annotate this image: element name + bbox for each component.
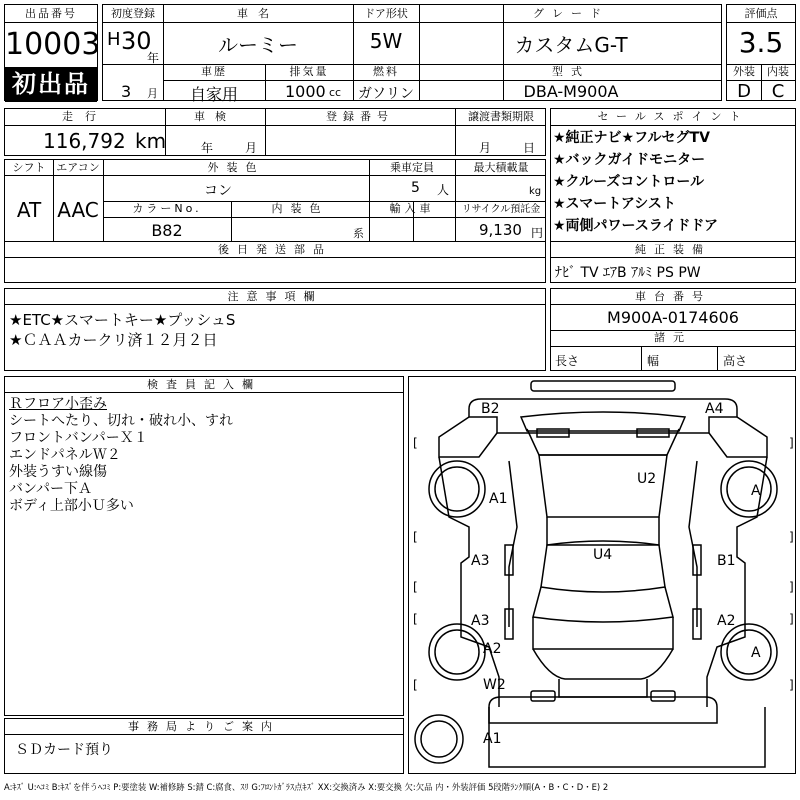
- year-unit: 年: [147, 51, 160, 65]
- sales-point-item: ★両側パワースライドドア: [553, 218, 719, 234]
- svg-text:]: ]: [789, 530, 794, 544]
- recycle-unit: 円: [531, 226, 544, 240]
- lot-number: 10003: [5, 27, 101, 62]
- legend-footer: A:ｷｽﾞ U:ﾍｺﾐ B:ｷｽﾞを伴うﾍｺﾐ P:要塗装 W:補修跡 S:錆 C:腐食、ｽﾘ G:ﾌﾛﾝﾄｶﾞﾗｽ点ｷｽﾞ XX:交換済み X:要交換 欠:欠品 内・外装評価 5段階ﾗﾝｸ順(A・B・C・D・E) 2: [4, 782, 609, 792]
- inspector-line: フロントバンパーＸ１: [9, 430, 148, 446]
- car-name-label: 車名: [237, 7, 279, 20]
- notes-label: 注意事項欄: [227, 290, 323, 303]
- fuel-label: 燃料: [373, 65, 399, 78]
- ext-color-label: 外装色: [207, 161, 265, 174]
- svg-text:]: ]: [789, 612, 794, 626]
- seats-label: 乗車定員: [390, 161, 434, 174]
- door-label: ドア形状: [364, 7, 408, 20]
- damage-code-a3-upper: A3: [471, 553, 490, 569]
- mileage-label: 走行: [62, 110, 108, 123]
- history-label: 車歴: [201, 65, 227, 78]
- mileage: 116,792: [43, 129, 126, 153]
- equipment-list: ﾅﾋﾞ TV ｴｱB ｱﾙﾐ PS PW: [555, 265, 701, 281]
- int-color-unit: 系: [353, 227, 364, 240]
- first-reg-month: 3: [121, 82, 132, 101]
- damage-code-b1: B1: [717, 553, 736, 569]
- transfer-deadline-label: 譲渡書類期限: [468, 110, 534, 123]
- notes-box: [4, 288, 546, 371]
- inspector-line: Ｒフロア小歪み: [9, 396, 107, 412]
- interior-grade: C: [771, 81, 785, 102]
- inspector-line: シートへたり、切れ・破れ小、すれ: [9, 413, 233, 429]
- damage-code-a3-lower: A3: [471, 613, 490, 629]
- damage-code-a2-left: A2: [483, 641, 502, 657]
- transfer-month-unit: 月: [479, 141, 492, 155]
- damage-diagram: [408, 376, 796, 774]
- first-reg-year: 30: [121, 27, 152, 55]
- inspection-month-unit: 月: [245, 141, 258, 155]
- transfer-day-unit: 日: [523, 141, 536, 155]
- damage-code-a-right-front: A: [751, 483, 761, 499]
- car-outline-diagram: [409, 377, 797, 775]
- inspection-label: 車検: [194, 110, 236, 123]
- displacement-unit: cc: [329, 86, 342, 99]
- chassis-box: [550, 288, 796, 371]
- office-label: 事務局よりご案内: [128, 720, 280, 733]
- model-code: DBA-M900A: [523, 82, 619, 101]
- vehicle-info-box: [102, 4, 722, 104]
- month-unit: 月: [147, 87, 158, 100]
- fuel: ガソリン: [358, 86, 414, 102]
- sales-points-label: セールスポイント: [597, 110, 749, 123]
- damage-code-a2-right: A2: [717, 613, 736, 629]
- model-label: 型式: [552, 65, 590, 78]
- svg-text:[: [: [413, 436, 418, 450]
- damage-code-b2: B2: [481, 401, 500, 417]
- seats: 5: [411, 180, 420, 196]
- exterior-label: 外装: [733, 65, 755, 78]
- svg-text:[: [: [413, 530, 418, 544]
- length-label: 長さ: [555, 354, 580, 368]
- mileage-unit: km: [135, 129, 167, 153]
- ac-label: エアコン: [56, 161, 100, 174]
- inspector-label: 検査員記入欄: [147, 378, 261, 391]
- first-reg-label: 初度登録: [111, 7, 155, 20]
- lot-number-label: 出品番号: [25, 7, 77, 20]
- damage-code-a4: A4: [705, 401, 724, 417]
- exterior-grade: D: [737, 81, 751, 102]
- grade-label: グレード: [533, 7, 609, 20]
- inspector-line: バンパー下Ａ: [9, 481, 93, 497]
- sales-points-box: [550, 108, 796, 242]
- notes-line: ★ＣＡＡカークリ済１２月２日: [9, 331, 218, 349]
- score-label: 評価点: [744, 7, 778, 20]
- first-listing-badge: 初出品: [5, 67, 97, 102]
- sales-point-item: ★クルーズコントロール: [553, 174, 705, 190]
- later-parts-label: 後日発送部品: [218, 243, 332, 256]
- shift-label: シフト: [12, 161, 46, 174]
- office-text: ＳＤカード預り: [15, 742, 113, 758]
- lot-number-box: [4, 4, 101, 101]
- dims-label: 諸元: [654, 331, 692, 344]
- chassis-number: M900A-0174606: [607, 308, 739, 327]
- damage-code-a1-spare: A1: [483, 731, 502, 747]
- recycle-amount: 9,130: [479, 221, 522, 239]
- height-label: 高さ: [723, 354, 748, 368]
- shift: AT: [16, 198, 42, 222]
- car-name: ルーミー: [218, 33, 298, 57]
- svg-text:]: ]: [789, 436, 794, 450]
- damage-code-w2: W2: [483, 677, 506, 693]
- ext-color: コン: [204, 183, 232, 199]
- width-label: 幅: [647, 354, 660, 368]
- int-color-label: 内装色: [271, 202, 329, 215]
- damage-code-a1-left: A1: [489, 491, 508, 507]
- equipment-box: [550, 241, 796, 283]
- equipment-label: 純正装備: [635, 243, 711, 256]
- damage-code-u2: U2: [637, 471, 657, 487]
- overall-score: 3.5: [738, 26, 784, 59]
- inspector-line: エンドパネルＷ２: [9, 447, 121, 463]
- max-load-label: 最大積載量: [473, 161, 529, 174]
- svg-text:[: [: [413, 612, 418, 626]
- score-box: [726, 4, 796, 101]
- chassis-label: 車台番号: [635, 290, 711, 303]
- seats-unit: 人: [437, 183, 450, 197]
- color-no-label: カラーNo.: [132, 202, 202, 215]
- max-load-unit: kg: [529, 186, 542, 197]
- svg-text:]: ]: [789, 580, 794, 594]
- sales-point-item: ★純正ナビ★フルセグTV: [553, 130, 710, 146]
- inspector-line: 外装うすい線傷: [9, 464, 107, 480]
- svg-text:]: ]: [789, 678, 794, 692]
- grade: カスタムG-T: [514, 33, 628, 57]
- notes-line: ★ETC★スマートキー★プッシュS: [9, 311, 236, 329]
- mileage-row: [4, 108, 546, 156]
- color-no: B82: [151, 221, 183, 240]
- history: 自家用: [189, 85, 238, 104]
- sales-point-item: ★スマートアシスト: [553, 196, 676, 212]
- displacement-label: 排気量: [289, 65, 329, 78]
- recycle-label: リサイクル預託金: [461, 204, 541, 215]
- sales-point-item: ★バックガイドモニター: [553, 152, 706, 168]
- inspector-box: [4, 376, 404, 716]
- ac: AAC: [57, 198, 99, 222]
- office-box: [4, 718, 404, 774]
- inspector-line: ボディ上部小Ｕ多い: [9, 498, 134, 514]
- displacement: 1000: [285, 82, 326, 101]
- svg-text:[: [: [413, 580, 418, 594]
- svg-text:[: [: [413, 678, 418, 692]
- specs-grid: [4, 159, 546, 242]
- import-label: 輸入車: [389, 202, 435, 215]
- reg-number-label: 登録番号: [326, 110, 394, 123]
- era: H: [107, 29, 121, 50]
- damage-code-u4: U4: [593, 547, 613, 563]
- inspection-year-unit: 年: [201, 141, 214, 155]
- interior-label: 内装: [767, 65, 789, 78]
- later-parts-box: [4, 241, 546, 283]
- door-type: 5W: [369, 29, 403, 53]
- damage-code-a-right-rear: A: [751, 645, 761, 661]
